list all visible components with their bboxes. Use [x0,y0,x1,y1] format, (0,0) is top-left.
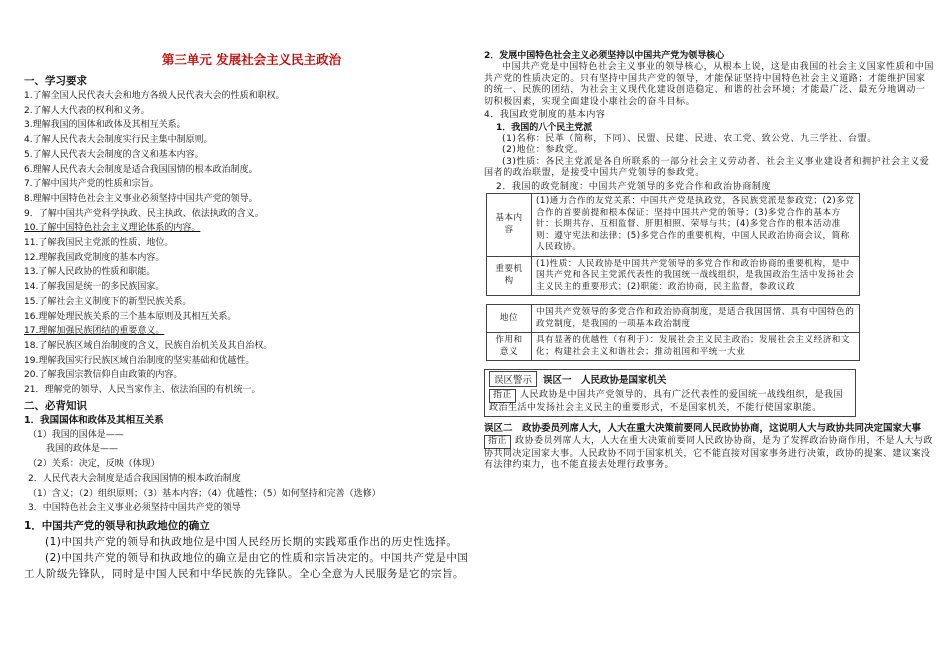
excerpt-paragraph: (2)中国共产党的领导和执政地位的确立是由它的性质和宗旨决定的。中国共产党是中国工人阶级先锋队，同时是中国人民和中华民族的先锋队。全心全意为人民服务是它的宗旨。 [24,551,469,580]
subheading-eight-parties: 1．我国的八个民主党派 [496,122,593,133]
misconception-one-title: 误区一 人民政协是国家机关 [543,375,667,386]
misconception-body [485,388,855,416]
list-item: 12.理解我国政党制度的基本内容。 [24,252,165,263]
list-item: 7.了解中国共产党的性质和宗旨。 [24,179,159,190]
table-cell: 中国共产党领导的多党合作和政治协商制度，是适合我国国情、具有中国特色的政党制度，是我国的一项基本政治制度 [532,305,860,333]
knowledge-line: （1）含义；（2）组织原则；（3）基本内容；（4）优越性；（5）如何坚持和完善（选修） [28,488,381,499]
table-cell-label: 重要机构 [487,256,532,296]
list-item: 9．了解中国共产党科学执政、民主执政、依法执政的含义。 [24,208,264,219]
table-row [487,333,860,361]
knowledge-line: （1）我国的国体是—— [28,429,124,440]
list-item: 19.理解我国实行民族区域自治制度的坚实基础和优越性。 [24,355,255,366]
misconception-box [484,369,856,417]
left-column [24,52,479,582]
knowledge-line: 2．人民代表大会制度是适合我国国情的根本政治制度 [28,473,241,484]
paragraph: (1)名称：民革（简称，下同）、民盟、民建、民进、农工党、致公党、九三学社、台盟。 [502,133,877,144]
unit-title: 第三单元 发展社会主义民主政治 [161,52,342,67]
paragraph: 中国共产党是中国特色社会主义事业的领导核心，从根本上说，这是由我国的社会主义国家性质和中国共产党的性质决定的。只有坚持中国共产党的领导，才能保证坚持中国特色社会主义道路；才能维护国家的统一、民族的团结，为社会主义现代化建设创造稳定、和谐的社会环境；才能最广泛、最充分地调动一切积极因素，实现全面建设小康社会的奋斗目标。 [484,62,935,107]
table-cell-label: 地位 [487,305,532,333]
list-item: 20.了解我国宗教信仰自由政策的内容。 [24,370,183,381]
correction-tag: 指正 [484,435,511,449]
excerpt-paragraph: (1)中国共产党的领导和执政地位是中国人民经历长期的实践郑重作出的历史性选择。 [45,535,458,548]
table-row [487,305,860,333]
list-item: 2.了解人大代表的权利和义务。 [24,105,150,116]
list-item: 4.了解人民代表大会制度实行民主集中制原则。 [24,135,213,146]
party-system-table [486,193,860,296]
list-item: 21．理解党的领导、人民当家作主、依法治国的有机统一。 [24,385,261,396]
knowledge-line: （2）关系：决定，反映（体现） [28,459,160,470]
scanned-excerpt-party-leadership [24,518,479,582]
misconception-tag: 误区警示 [489,371,537,387]
table-cell-label: 基本内容 [487,194,532,257]
list-item: 15.了解社会主义制度下的新型民族关系。 [24,296,192,307]
table-row [487,194,860,257]
excerpt-heading: 1．中国共产党的领导和执政地位的确立 [24,519,210,532]
table-row [487,256,860,296]
knowledge-line: 3．中国特色社会主义事业必须坚持中国共产党的领导 [28,503,241,514]
list-item: 18.了解民族区域自治制度的含义，民族自治机关及其自治权。 [24,340,273,351]
list-item: 17.理解加强民族团结的重要意义。 [24,326,165,337]
correction-text: 政协委员列席人大，人大在重大决策前要同人民政协协商，是为了发挥政治协商作用，不是人大与政协共同决定国家大事。人民政协不同于国家机关，它不能直接对国家事务进行决策，政协的提案、建议案没有法律约束力，也不能直接去处理行政事务。 [484,436,934,470]
list-item: 8.理解中国特色社会主义事业必须坚持中国共产党的领导。 [24,193,258,204]
list-item: 1.了解全国人民代表大会和地方各级人民代表大会的性质和职权。 [24,91,285,101]
list-item: 3.理解我国的国体和政体及其相互关系。 [24,120,186,131]
subheading-leadership-core: 2．发展中国特色社会主义必须坚持以中国共产党为领导核心 [484,51,725,61]
list-item: 5.了解人民代表大会制度的含义和基本内容。 [24,149,204,160]
paragraph: (2)地位：参政党。 [502,145,584,155]
misconception-two-body [484,435,934,472]
table-cell-label: 作用和意义 [487,333,532,361]
list-item: 13.了解人民政协的性质和职能。 [24,267,156,278]
requirements-list [24,89,479,398]
list-item: 16.理解处理民族关系的三个基本原则及其相互关系。 [24,311,237,322]
list-item: 6.理解人民代表大会制度是适合我国国情的根本政治制度。 [24,164,258,175]
list-item: 11.了解我国民主党派的性质、地位。 [24,238,174,249]
misconception-title [485,370,855,388]
correction-tag: 指正 [489,389,516,403]
misconception-two-title: 误区二 政协委员列席人大，人大在重大决策前要同人民政协协商，这说明人大与政协共同决定国家大事 [484,423,922,434]
subheading-state-system: 1．我国国体和政体及其相互关系 [24,414,164,426]
table-cell: (1)性质：人民政协是中国共产党领导的多党合作和政治协商的重要机构，是中国共产党和各民主党派代表性的我国统一战线组织，是我国政治生活中发扬社会主义民主的重要形式；(2)职能：政治协商，民主监督，参政议政 [532,256,860,296]
list-item: 10.了解中国特色社会主义理论体系的内容。 [24,223,201,234]
correction-text: 人民政协是中国共产党领导的、具有广泛代表性的爱国统一战线组织，是我国政治生活中发扬社会主义民主的重要形式，不是国家机关，不能行使国家职能。 [489,390,844,413]
section-heading-learning-requirements: 一、学习要求 [24,75,87,87]
table-cell: 具有显著的优越性（有利于）：发展社会主义民主政治；发展社会主义经济和文化；构建社会主义和谐社会；推动祖国和平统一大业 [532,333,860,361]
section-heading-must-know: 二、必背知识 [24,399,87,412]
list-item: 14.了解我国是统一的多民族国家。 [24,282,165,293]
knowledge-line: 我国的政体是—— [46,444,119,455]
table-cell: (1)通力合作的友党关系：中国共产党是执政党，各民族党派是参政党；(2)多党合作的首要前提和根本保证：坚持中国共产党的领导；(3)多党合作的基本方针：长期共存、互相监督、肝胆相照、荣辱与共；(4)多党合作的根本活动准则：遵守宪法和法律；(5)多党合作的重要机构，中国人民政治协商会议，简称人民政协。 [532,194,860,257]
subheading-party-system: 4．我国政党制度的基本内容 [484,110,606,120]
paragraph: (3)性质：各民主党派是各自所联系的一部分社会主义劳动者、社会主义事业建设者和拥护社会主义爱国者的政治联盟，是接受中国共产党领导的参政党。 [484,156,930,178]
subheading-party-system-detail: 2．我国的政党制度：中国共产党领导的多党合作和政治协商制度 [496,181,772,192]
status-role-table [486,304,860,361]
right-column [484,50,934,472]
